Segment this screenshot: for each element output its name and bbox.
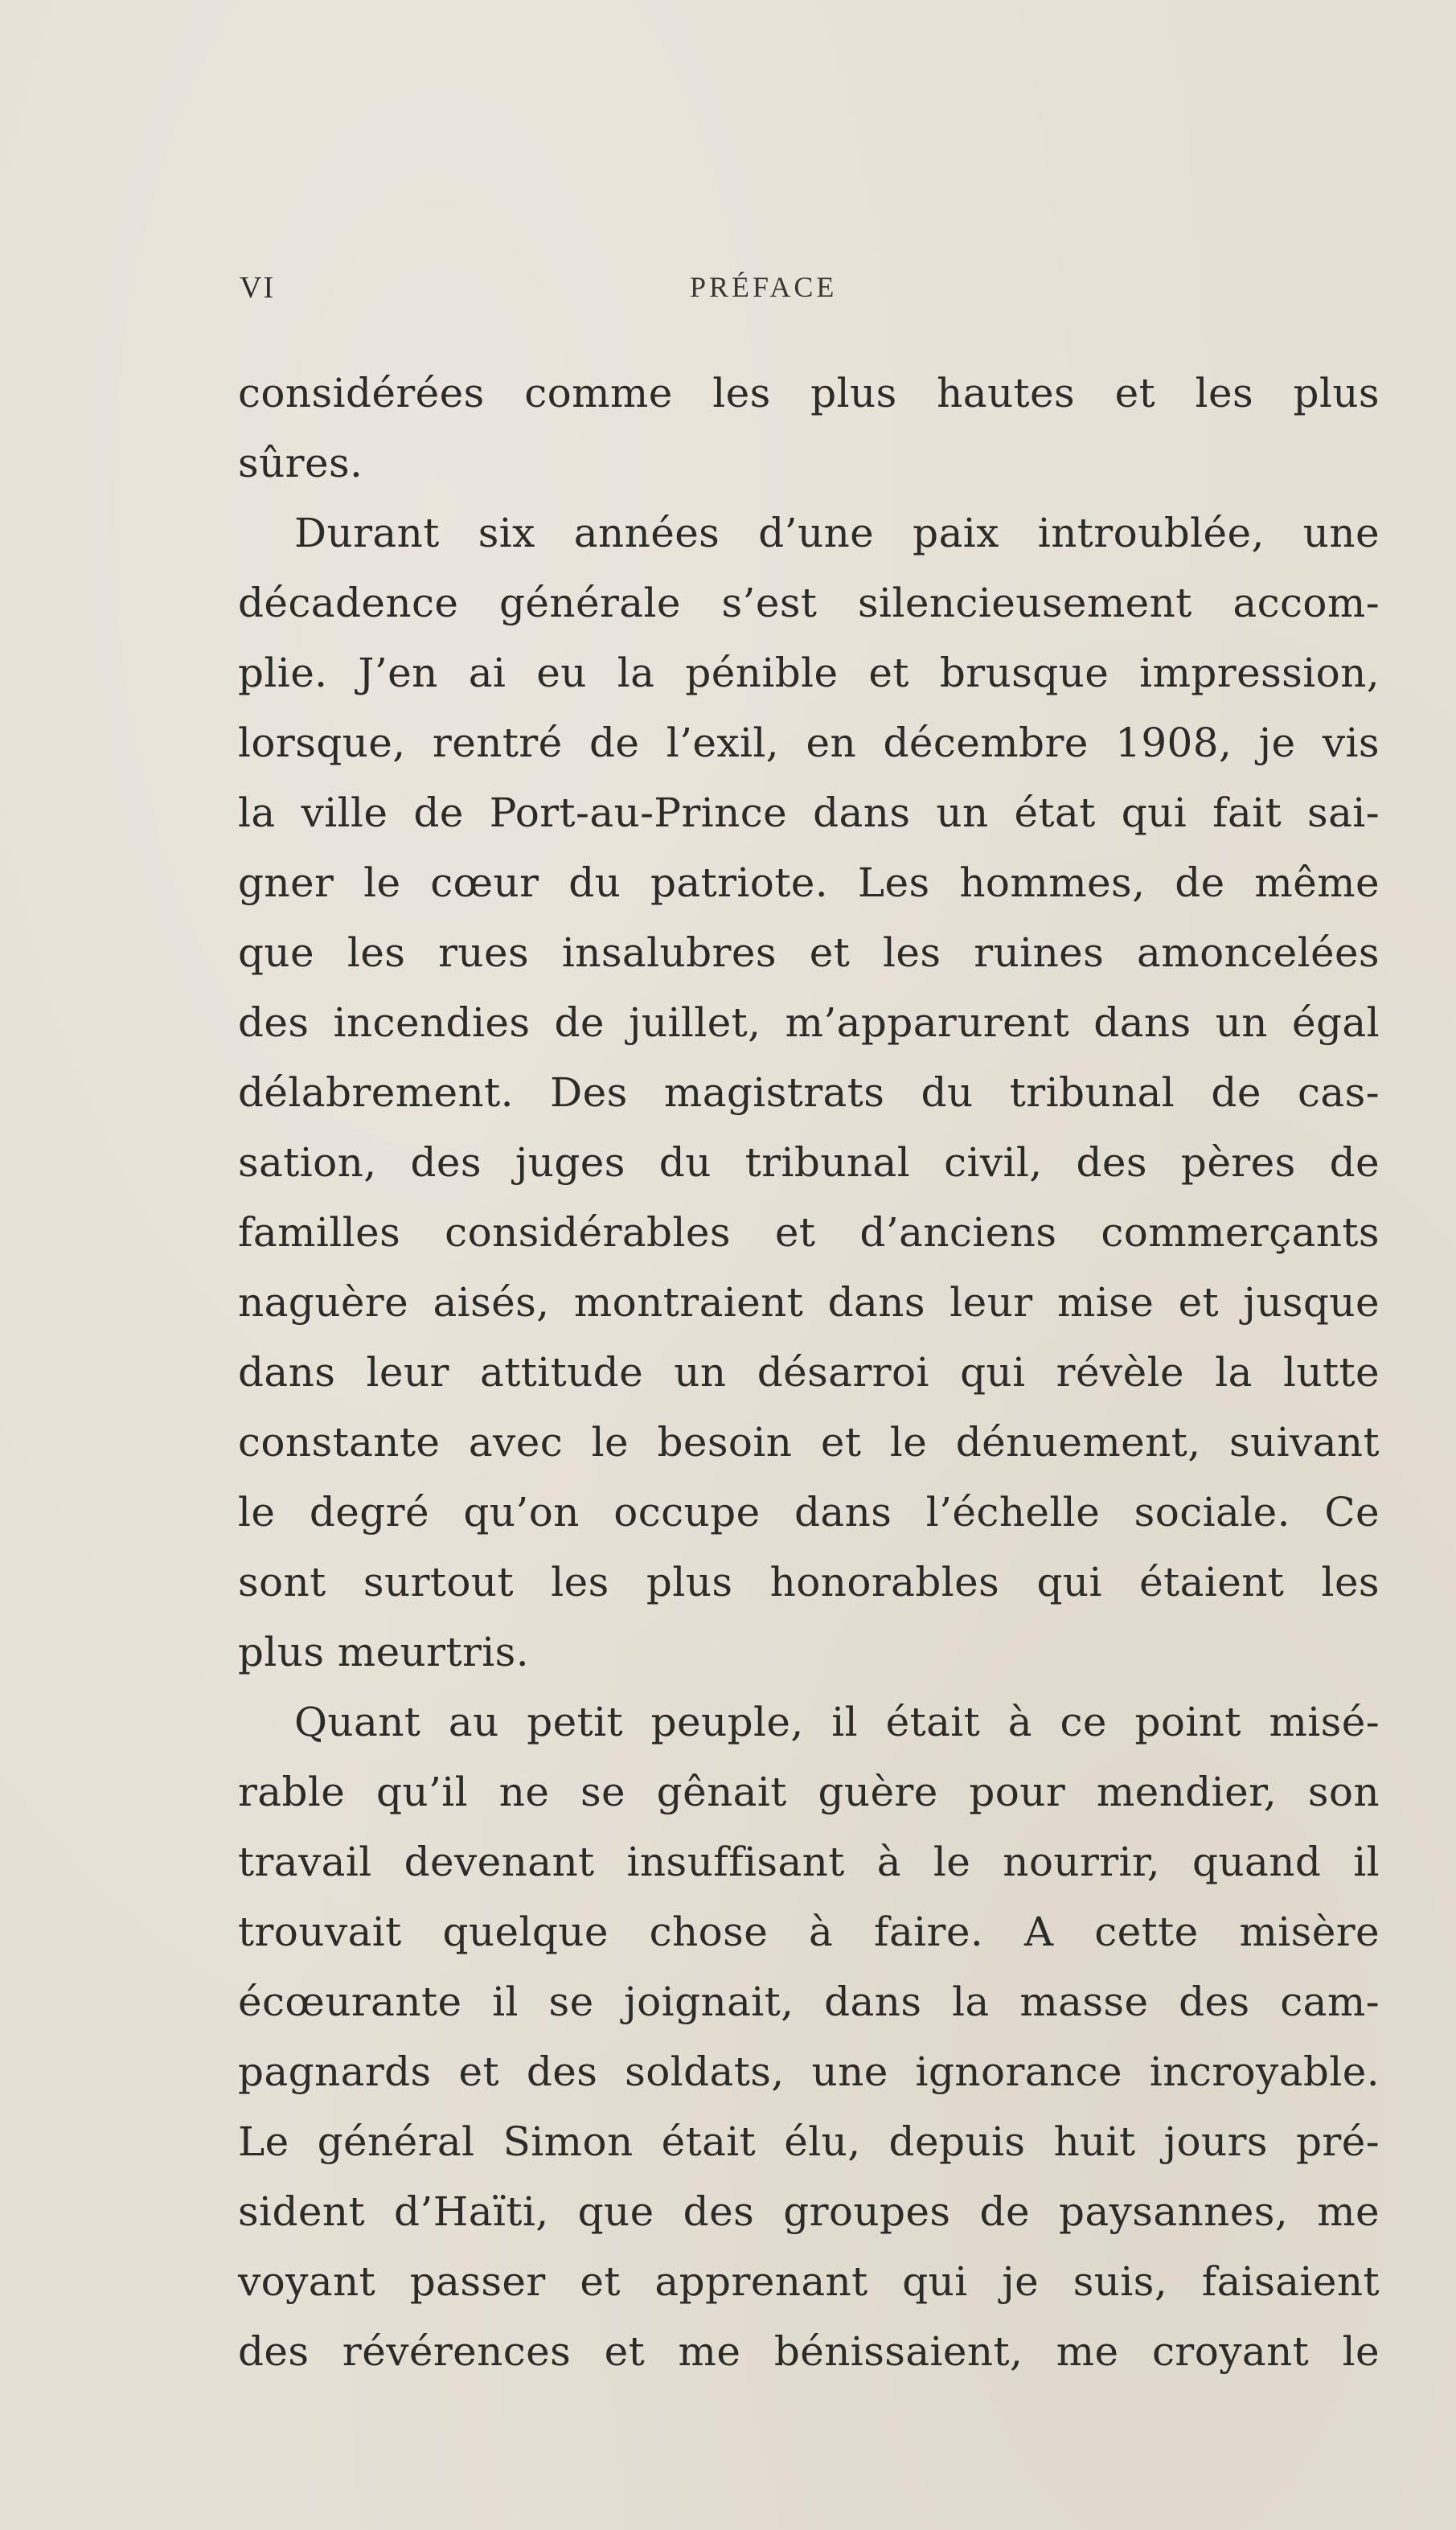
text-line: des incendies de juillet, m’apparurent dans un égal (238, 999, 1380, 1046)
text-line: plus meurtris. (238, 1629, 529, 1675)
text-line: lorsque, rentré de l’exil, en décembre 1908, je vis (238, 720, 1380, 766)
paragraph-start-line: Quant au petit peuple, il était à ce point misé- (294, 1699, 1380, 1745)
text-line: décadence générale s’est silencieusement accom- (238, 580, 1380, 626)
text-line: trouvait quelque chose à faire. A cette misère (238, 1909, 1380, 1955)
text-line: la ville de Port-au-Prince dans un état qui fait sai- (238, 789, 1380, 836)
text-line: que les rues insalubres et les ruines amoncelées (238, 929, 1380, 976)
text-line: écœurante il se joignait, dans la masse des cam- (238, 1978, 1380, 2025)
paragraph-start-line: Durant six années d’une paix introublée, une (294, 510, 1380, 556)
text-line: plie. J’en ai eu la pénible et brusque impression, (238, 650, 1380, 696)
page-number: VI (240, 271, 276, 305)
text-line: rable qu’il ne se gênait guère pour mendier, son (238, 1769, 1380, 1815)
text-line: pagnards et des soldats, une ignorance incroyable. (238, 2048, 1380, 2095)
text-line: considérées comme les plus hautes et les plus (238, 370, 1380, 416)
text-line: sation, des juges du tribunal civil, des pères de (238, 1139, 1380, 1186)
text-line: sûres. (238, 440, 363, 486)
text-line: travail devenant insuffisant à le nourrir, quand il (238, 1839, 1380, 1885)
text-line: sident d’Haïti, que des groupes de paysannes, me (238, 2188, 1380, 2235)
text-line: des révérences et me bénissaient, me croyant le (238, 2328, 1380, 2375)
text-line: délabrement. Des magistrats du tribunal de cas- (238, 1069, 1380, 1116)
text-line: le degré qu’on occupe dans l’échelle sociale. Ce (238, 1489, 1380, 1536)
text-line: familles considérables et d’anciens commerçants (238, 1209, 1380, 1256)
text-line: voyant passer et apprenant qui je suis, faisaient (238, 2258, 1380, 2305)
text-line: gner le cœur du patriote. Les hommes, de même (238, 859, 1380, 906)
text-line: dans leur attitude un désarroi qui révèle la lutte (238, 1349, 1380, 1396)
page-header (240, 270, 1378, 318)
text-line: constante avec le besoin et le dénuement, suivant (238, 1419, 1380, 1466)
text-line: Le général Simon était élu, depuis huit jours pré- (238, 2118, 1380, 2165)
body-text (238, 359, 1380, 2387)
text-line: sont surtout les plus honorables qui étaient les (238, 1559, 1380, 1605)
running-head: PRÉFACE (690, 271, 838, 303)
text-line: naguère aisés, montraient dans leur mise et jusque (238, 1279, 1380, 1326)
